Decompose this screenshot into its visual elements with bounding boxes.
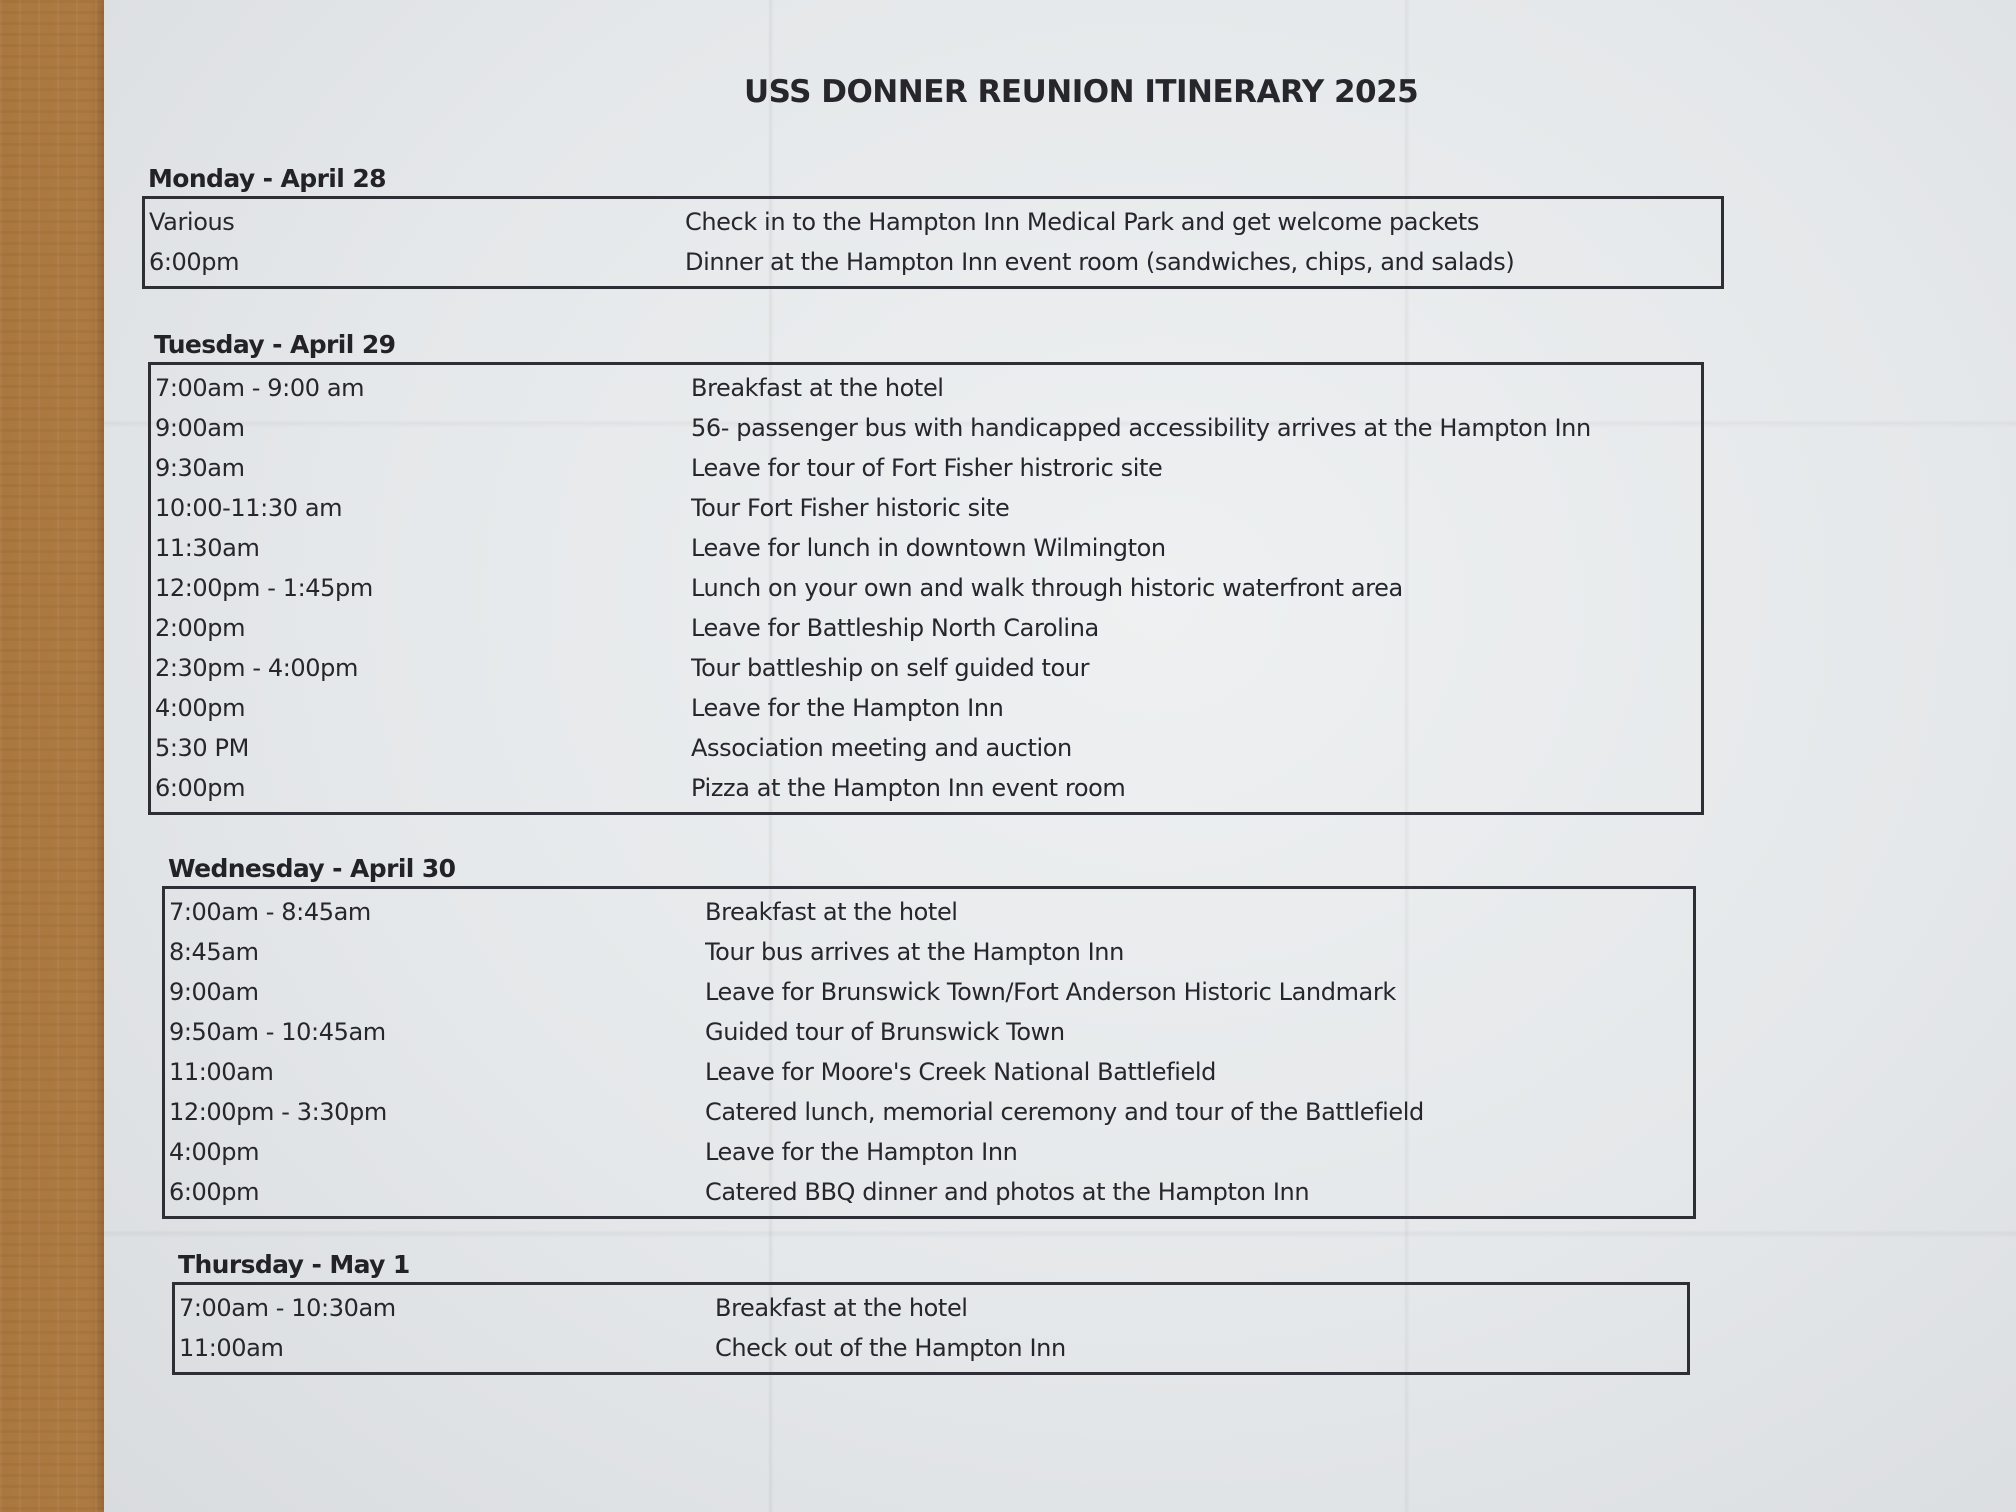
day-schedule-table <box>172 1282 1690 1375</box>
event-description: Check in to the Hampton Inn Medical Park and get welcome packets <box>685 208 1479 236</box>
event-time: 9:30am <box>155 454 245 482</box>
event-time: 8:45am <box>169 938 259 966</box>
event-time: 6:00pm <box>155 774 246 802</box>
event-description: Tour bus arrives at the Hampton Inn <box>705 938 1124 966</box>
event-description: Tour Fort Fisher historic site <box>691 494 1010 522</box>
schedule-row <box>151 528 1701 568</box>
event-time: 5:30 PM <box>155 734 249 762</box>
schedule-row <box>151 768 1701 808</box>
event-description: Leave for the Hampton Inn <box>705 1138 1018 1166</box>
event-time: 4:00pm <box>169 1138 260 1166</box>
event-description: Pizza at the Hampton Inn event room <box>691 774 1126 802</box>
event-time: 12:00pm - 3:30pm <box>169 1098 387 1126</box>
event-description: Leave for Brunswick Town/Fort Anderson Historic Landmark <box>705 978 1396 1006</box>
schedule-row <box>175 1288 1687 1328</box>
page-title: USS DONNER REUNION ITINERARY 2025 <box>744 74 1419 110</box>
event-description: Leave for Moore's Creek National Battlefield <box>705 1058 1216 1086</box>
schedule-row <box>165 972 1693 1012</box>
itinerary-sheet <box>104 0 2016 1512</box>
event-description: Guided tour of Brunswick Town <box>705 1018 1065 1046</box>
schedule-row <box>165 932 1693 972</box>
event-time: 7:00am - 9:00 am <box>155 374 365 402</box>
schedule-row <box>151 408 1701 448</box>
schedule-row <box>151 568 1701 608</box>
day-section-thursday <box>172 1248 1690 1375</box>
day-heading: Monday - April 28 <box>148 164 386 193</box>
event-description: Leave for Battleship North Carolina <box>691 614 1099 642</box>
event-description: Leave for the Hampton Inn <box>691 694 1004 722</box>
event-time: 7:00am - 10:30am <box>179 1294 396 1322</box>
event-time: 7:00am - 8:45am <box>169 898 371 926</box>
schedule-row <box>151 728 1701 768</box>
event-time: 11:00am <box>179 1334 284 1362</box>
day-section-tuesday <box>148 328 1704 815</box>
day-section-monday <box>142 162 1724 289</box>
event-time: 2:00pm <box>155 614 246 642</box>
event-description: Check out of the Hampton Inn <box>715 1334 1066 1362</box>
day-schedule-table <box>142 196 1724 289</box>
schedule-row <box>165 1012 1693 1052</box>
event-time: 9:00am <box>155 414 245 442</box>
day-schedule-table <box>148 362 1704 815</box>
event-time: Various <box>149 208 235 236</box>
event-time: 9:00am <box>169 978 259 1006</box>
event-time: 6:00pm <box>149 248 240 276</box>
event-description: Association meeting and auction <box>691 734 1072 762</box>
day-heading: Thursday - May 1 <box>178 1250 410 1279</box>
event-time: 10:00-11:30 am <box>155 494 343 522</box>
event-description: Tour battleship on self guided tour <box>691 654 1090 682</box>
schedule-row <box>165 1132 1693 1172</box>
event-description: Dinner at the Hampton Inn event room (sandwiches, chips, and salads) <box>685 248 1515 276</box>
event-description: 56- passenger bus with handicapped accessibility arrives at the Hampton Inn <box>691 414 1591 442</box>
schedule-row <box>151 368 1701 408</box>
event-time: 11:00am <box>169 1058 274 1086</box>
day-heading: Tuesday - April 29 <box>154 330 396 359</box>
event-description: Leave for tour of Fort Fisher histroric site <box>691 454 1163 482</box>
schedule-row <box>151 448 1701 488</box>
event-time: 9:50am - 10:45am <box>169 1018 386 1046</box>
day-schedule-table <box>162 886 1696 1219</box>
event-description: Breakfast at the hotel <box>705 898 958 926</box>
event-description: Leave for lunch in downtown Wilmington <box>691 534 1166 562</box>
event-time: 12:00pm - 1:45pm <box>155 574 373 602</box>
day-heading: Wednesday - April 30 <box>168 854 456 883</box>
event-description: Breakfast at the hotel <box>691 374 944 402</box>
day-section-wednesday <box>162 852 1696 1219</box>
schedule-row <box>151 608 1701 648</box>
schedule-row <box>165 1092 1693 1132</box>
event-description: Lunch on your own and walk through historic waterfront area <box>691 574 1403 602</box>
schedule-row <box>151 688 1701 728</box>
event-description: Catered BBQ dinner and photos at the Hampton Inn <box>705 1178 1310 1206</box>
schedule-row <box>151 648 1701 688</box>
schedule-row <box>145 202 1721 242</box>
schedule-row <box>165 1172 1693 1212</box>
schedule-row <box>151 488 1701 528</box>
event-description: Catered lunch, memorial ceremony and tour of the Battlefield <box>705 1098 1424 1126</box>
event-time: 2:30pm - 4:00pm <box>155 654 358 682</box>
event-description: Breakfast at the hotel <box>715 1294 968 1322</box>
schedule-row <box>165 892 1693 932</box>
schedule-row <box>145 242 1721 282</box>
event-time: 11:30am <box>155 534 260 562</box>
event-time: 4:00pm <box>155 694 246 722</box>
schedule-row <box>175 1328 1687 1368</box>
schedule-row <box>165 1052 1693 1092</box>
event-time: 6:00pm <box>169 1178 260 1206</box>
